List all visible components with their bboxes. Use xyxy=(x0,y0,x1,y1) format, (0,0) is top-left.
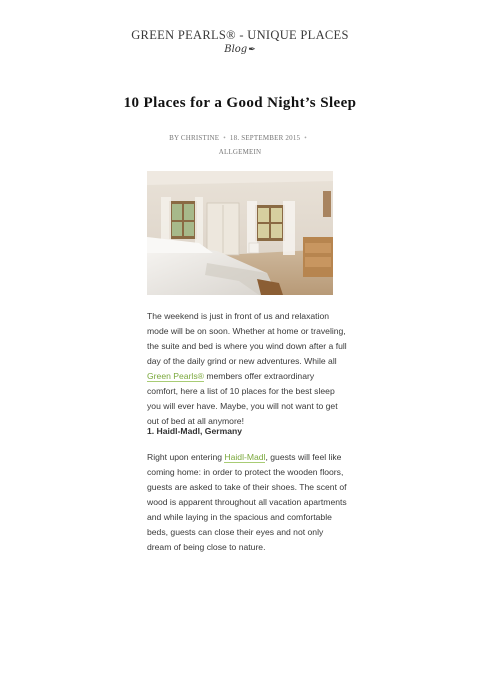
intro-paragraph xyxy=(147,309,347,429)
blog-logo[interactable] xyxy=(0,44,480,55)
site-brand[interactable]: GREEN PEARLS® - UNIQUE PLACES xyxy=(131,28,349,42)
meta-separator: • xyxy=(304,134,307,142)
section-paragraph xyxy=(147,450,347,555)
meta-date: 18. SEPTEMBER 2015 xyxy=(229,134,301,142)
section-text-end: , guests will feel like coming home: in order to protect the wooden floors, guests are asked to take of their shoes. The scent of wood is apparent throughout all vacation apartments and while laying in the spacious and comfortable beds, guests can close their eyes and not only dream of being close to nature. xyxy=(147,452,347,552)
site-header xyxy=(0,28,480,55)
article-meta xyxy=(120,131,360,159)
bedroom-photo xyxy=(147,171,333,295)
meta-author[interactable]: BY CHRISTINE xyxy=(169,134,220,142)
haidl-madl-link[interactable]: Haidl-Madl xyxy=(224,452,266,462)
blog-logo-text: Blog xyxy=(224,44,248,55)
intro-text-end: members offer extraordinary comfort, here a list of 10 places for the best sleep you will ever have. Maybe, you will not want to get out of bed at all anymore! xyxy=(147,371,338,426)
pen-icon: ✒ xyxy=(248,45,256,55)
intro-text-start: The weekend is just in front of us and relaxation mode will be on soon. Whether at home or traveling, the suite and bed is where you wind down after a full day of the daily grind or new adventures. While all xyxy=(147,311,347,366)
section-heading: 1. Haidl-Madl, Germany xyxy=(147,426,243,436)
meta-separator: • xyxy=(223,134,226,142)
article-title: 10 Places for a Good Night’s Sleep xyxy=(123,95,357,111)
meta-category[interactable]: ALLGEMEIN xyxy=(218,148,262,156)
section-text-start: Right upon entering xyxy=(147,452,225,462)
green-pearls-link[interactable]: Green Pearls® xyxy=(147,371,204,381)
